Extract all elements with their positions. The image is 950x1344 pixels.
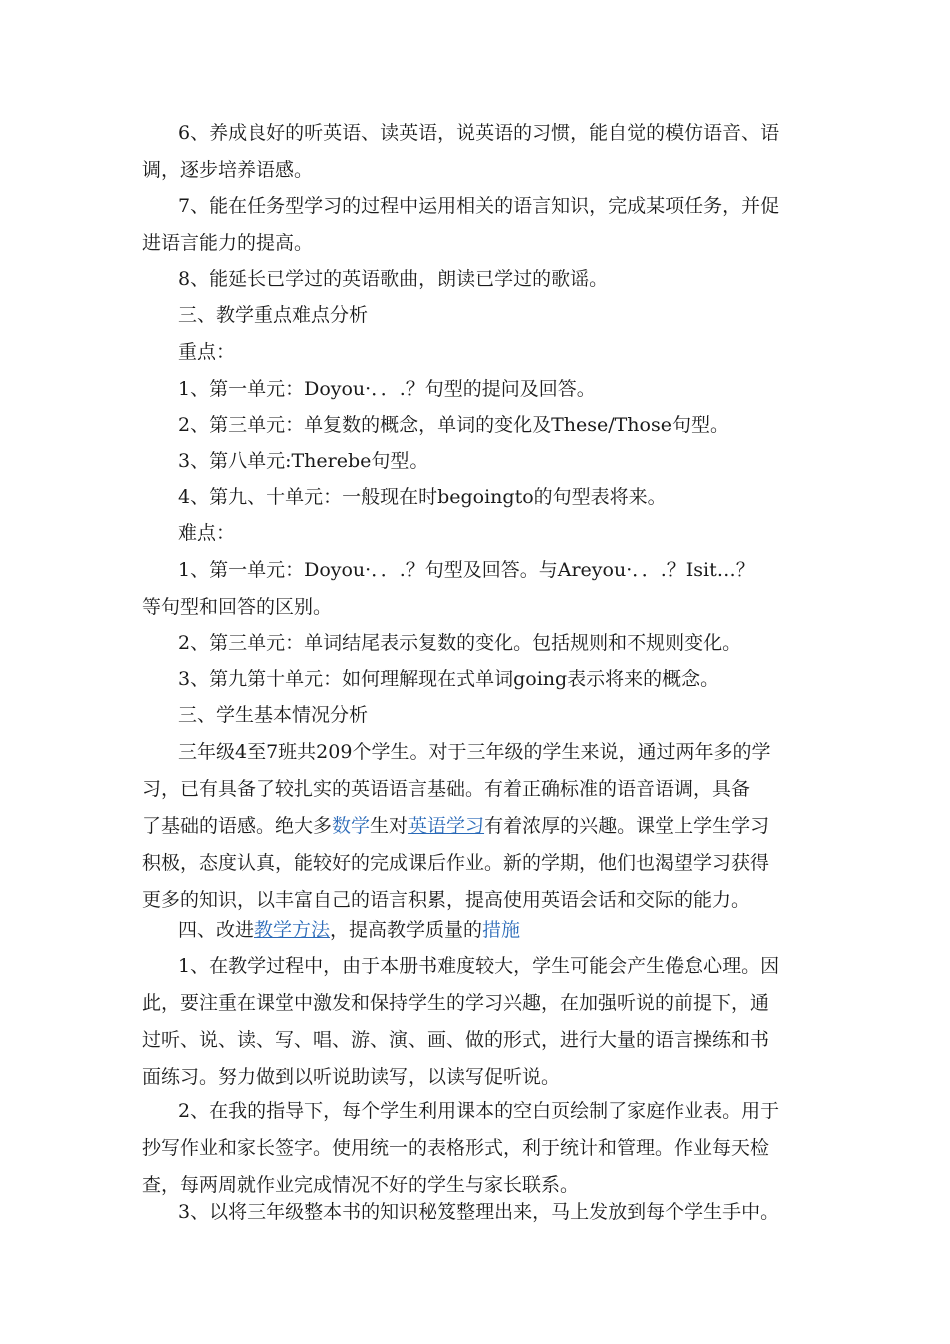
difficulty-3: [142, 661, 802, 698]
paragraph-line: 6、养成良好的听英语、读英语，说英语的习惯，能自觉的模仿语音、语: [178, 122, 780, 144]
paragraph-line: 此，要注重在课堂中激发和保持学生的学习兴趣，在加强听说的前提下，通: [142, 992, 770, 1014]
difficulties-label: [142, 515, 802, 552]
heading-text: 三、学生基本情况分析: [178, 704, 369, 726]
key-point-4: [142, 479, 802, 516]
label-text: 重点：: [178, 341, 236, 363]
math-link[interactable]: 数学: [332, 815, 371, 837]
teaching-method-link[interactable]: 教学方法: [254, 919, 331, 941]
section-heading-students: [142, 697, 802, 734]
heading-text: [142, 912, 802, 949]
difficulty-2: [142, 625, 802, 662]
paragraph-line: 4、第九、十单元：一般现在时begoingto的句型表将来。: [178, 486, 667, 508]
text-segment: 四、改进: [178, 919, 255, 941]
paragraph-line: 3、第八单元:Therebe句型。: [178, 450, 429, 472]
paragraph-line: 更多的知识，以丰富自己的语言积累，提高使用英语会话和交际的能力。: [142, 889, 751, 911]
text-segment: 生对: [370, 815, 409, 837]
heading-text: 三、教学重点难点分析: [178, 304, 369, 326]
measure-3-paragraph: [142, 1194, 802, 1231]
paragraph-line: 过听、说、读、写、唱、游、演、画、做的形式，进行大量的语言操练和书: [142, 1029, 770, 1051]
paragraph-line: 2、第三单元：单词结尾表示复数的变化。包括规则和不规则变化。: [178, 632, 742, 654]
paragraph-line: 习，已有具备了较扎实的英语语言基础。有着正确标准的语音语调，具备: [142, 778, 751, 800]
paragraph-line: 等句型和回答的区别。: [142, 596, 333, 618]
measure-2-paragraph: [142, 1093, 802, 1204]
paragraph-line: 7、能在任务型学习的过程中运用相关的语言知识，完成某项任务，并促: [178, 195, 780, 217]
difficulty-1: [142, 552, 802, 626]
key-point-2: [142, 407, 802, 444]
goal-8-paragraph: [142, 261, 802, 298]
text-segment: ，提高教学质量的: [330, 919, 483, 941]
measures-link[interactable]: 措施: [482, 919, 521, 941]
paragraph-line: 8、能延长已学过的英语歌曲，朗读已学过的歌谣。: [178, 268, 609, 290]
section-heading-methods: [142, 912, 802, 949]
section-heading-key-points: [142, 297, 802, 334]
paragraph-line: 2、第三单元：单复数的概念，单词的变化及These/Those句型。: [178, 414, 729, 436]
paragraph-line: 查，每两周就作业完成情况不好的学生与家长联系。: [142, 1174, 580, 1196]
key-point-3: [142, 443, 802, 480]
paragraph-line: 调，逐步培养语感。: [142, 159, 314, 181]
goal-7-paragraph: [142, 188, 802, 262]
key-point-1: [142, 371, 802, 408]
paragraph-line: 1、第一单元：Doyou·．．.？句型及回答。与Areyou·．．.？Isit…？: [178, 559, 755, 581]
goal-6-paragraph: [142, 115, 802, 189]
paragraph-line: 2、在我的指导下，每个学生利用课本的空白页绘制了家庭作业表。用于: [178, 1100, 780, 1122]
paragraph-line: 1、在教学过程中，由于本册书难度较大，学生可能会产生倦怠心理。因: [178, 955, 780, 977]
paragraph-line: 3、第九第十单元：如何理解现在式单词going表示将来的概念。: [178, 668, 720, 690]
text-segment: 有着浓厚的兴趣。课堂上学生学习: [484, 815, 770, 837]
measure-1-paragraph: [142, 948, 802, 1096]
paragraph-line: 抄写作业和家长签字。使用统一的表格形式，利于统计和管理。作业每天检: [142, 1137, 770, 1159]
label-text: 难点：: [178, 522, 236, 544]
key-points-label: [142, 334, 802, 371]
paragraph-line: 三年级4至7班共209个学生。对于三年级的学生来说，通过两年多的学: [178, 741, 771, 763]
student-analysis-paragraph: [142, 734, 802, 919]
paragraph-line: [142, 808, 802, 845]
paragraph-line: 3、以将三年级整本书的知识秘笈整理出来，马上发放到每个学生手中。: [178, 1201, 780, 1223]
paragraph-line: 面练习。努力做到以听说助读写，以读写促听说。: [142, 1066, 561, 1088]
paragraph-line: 积极，态度认真，能较好的完成课后作业。新的学期，他们也渴望学习获得: [142, 852, 770, 874]
text-segment: 了基础的语感。绝大多: [142, 815, 333, 837]
paragraph-line: 1、第一单元：Doyou·．．.？句型的提问及回答。: [178, 378, 596, 400]
paragraph-line: 进语言能力的提高。: [142, 232, 314, 254]
english-learning-link[interactable]: 英语学习: [408, 815, 485, 837]
